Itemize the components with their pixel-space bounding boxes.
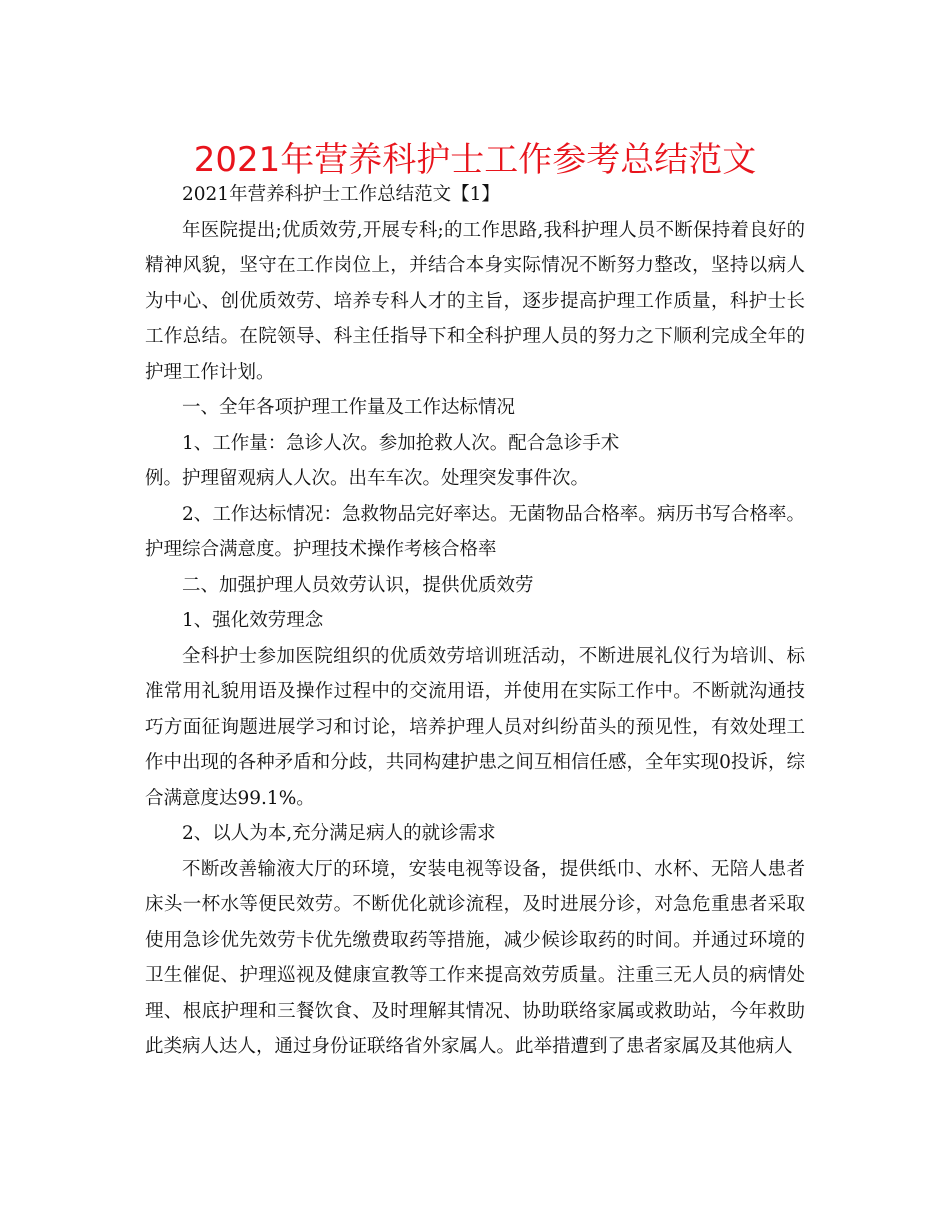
body-paragraph: 年医院提出;优质效劳,开展专科;的工作思路,我科护理人员不断保持着良好的精神风貌，坚守在工作岗位上，并结合本身实际情况不断努力整改，坚持以病人为中心、创优质效劳、培养专科人才的主旨，逐步提高护理工作质量，科护士长工作总结。在院领导、科主任指导下和全科护理人员的努力之下顺利完成全年的护理工作计划。	[145, 219, 805, 383]
body-paragraph: 2、工作达标情况：急救物品完好率达。无菌物品合格率。病历书写合格率。护理综合满意度。护理技术操作考核合格率	[145, 503, 805, 560]
subsection-heading: 2、以人为本,充分满足病人的就诊需求	[182, 823, 496, 844]
body-paragraph: 不断改善输液大厅的环境，安装电视等设备，提供纸巾、水杯、无陪人患者床头一杯水等便民效劳。不断优化就诊流程，及时进展分诊，对急危重患者采取使用急诊优先效劳卡优先缴费取药等措施，减少候诊取药的时间。并通过环境的卫生催促、护理巡视及健康宣教等工作来提高效劳质量。注重三无人员的病情处理、根底护理和三餐饮食、及时理解其情况、协助联络家属或救助站，今年救助此类病人达人，通过身份证联络省外家属人。此举措遭到了患者家属及其他病人	[145, 858, 805, 1057]
section-heading: 一、全年各项护理工作量及工作达标情况	[182, 397, 516, 418]
section-heading: 2021年营养科护士工作总结范文【1】	[182, 184, 500, 205]
body-paragraph: 全科护士参加医院组织的优质效劳培训班活动，不断进展礼仪行为培训、标准常用礼貌用语及操作过程中的交流用语，并使用在实际工作中。不断就沟通技巧方面征询题进展学习和讨论，培养护理人员对纠纷苗头的预见性，有效处理工作中出现的各种矛盾和分歧，共同构建护患之间互相信任感，全年实现0投诉，综合满意度达99.1%。	[145, 645, 805, 809]
body-paragraph: 1、工作量：急诊人次。参加抢救人次。配合急诊手术	[182, 432, 620, 454]
document-title: 2021年营养科护士工作参考总结范文	[193, 140, 757, 180]
document-body	[145, 177, 805, 1065]
body-paragraph: 例。护理留观病人人次。出车车次。处理突发事件次。	[145, 468, 590, 489]
subsection-heading: 1、强化效劳理念	[182, 610, 324, 631]
section-heading: 二、加强护理人员效劳认识，提供优质效劳	[182, 574, 534, 596]
